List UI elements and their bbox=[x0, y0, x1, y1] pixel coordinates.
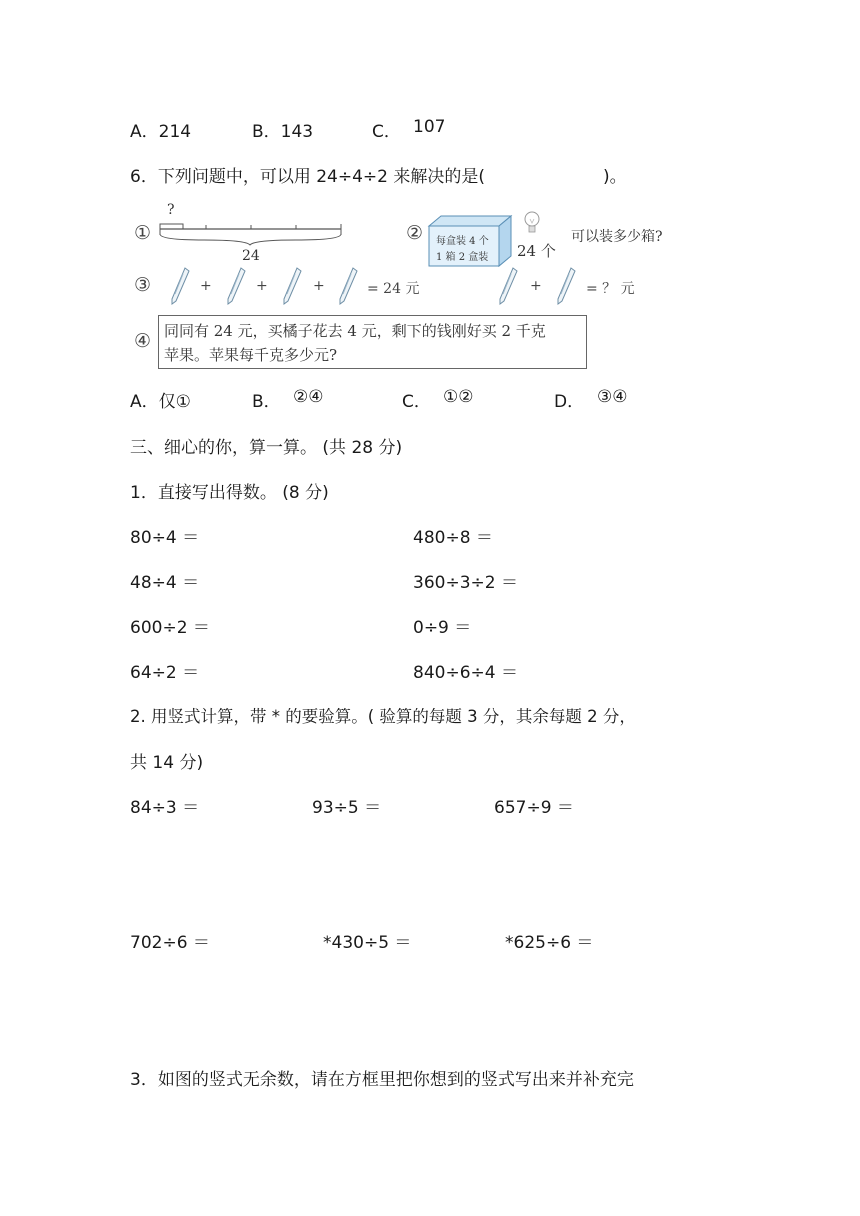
q1-item: 600÷2 ＝ bbox=[130, 618, 210, 638]
q6-option-d: D． bbox=[554, 392, 585, 412]
q1-title: 1．直接写出得数。 (8 分) bbox=[130, 483, 329, 503]
q5-option-b: B．143 bbox=[252, 122, 314, 142]
q6-option-c-value: ①② bbox=[443, 387, 474, 407]
q6-stem-end: )。 bbox=[603, 167, 627, 187]
q1-item: 80÷4 ＝ bbox=[130, 528, 200, 548]
plus-sign: + bbox=[200, 278, 212, 294]
fig2-question: 可以装多少箱? bbox=[571, 229, 663, 245]
plus-sign: + bbox=[313, 278, 325, 294]
fig1-segment-diagram bbox=[158, 216, 344, 246]
q2-title-line1: 2. 用竖式计算，带 * 的要验算。( 验算的每题 3 分，其余每题 2 分， bbox=[130, 707, 636, 726]
fig2-count: 24 个 bbox=[517, 242, 556, 260]
fig1-number: ① bbox=[134, 222, 152, 244]
fig3-equals-left: = 24 元 bbox=[367, 281, 420, 297]
q2-problem: 93÷5 ＝ bbox=[312, 798, 382, 818]
pen-icon bbox=[224, 266, 246, 306]
plus-sign: + bbox=[256, 278, 268, 294]
fig4-number: ④ bbox=[134, 330, 152, 352]
q2-problem: 657÷9 ＝ bbox=[494, 798, 574, 818]
q5-option-a: A．214 bbox=[130, 122, 192, 142]
q1-item: 48÷4 ＝ bbox=[130, 573, 200, 593]
pen-icon bbox=[496, 266, 518, 306]
q5-option-c-value: 107 bbox=[413, 117, 446, 137]
q2-problem: *625÷6 ＝ bbox=[505, 933, 594, 953]
q6-option-a: A．仅① bbox=[130, 392, 191, 412]
q6-option-b-value: ②④ bbox=[293, 387, 324, 407]
fig3-number: ③ bbox=[134, 274, 152, 296]
pen-icon bbox=[168, 266, 190, 306]
pen-icon bbox=[554, 266, 576, 306]
section3-title: 三、细心的你，算一算。 (共 28 分) bbox=[130, 438, 403, 458]
fig2-box-line1: 每盒装 4 个 bbox=[436, 236, 489, 247]
fig2-box-line2: 1 箱 2 盒装 bbox=[436, 252, 489, 263]
fig3-equals-right: = ？ 元 bbox=[586, 281, 635, 297]
fig2-number: ② bbox=[406, 222, 424, 244]
q6-option-c: C． bbox=[402, 392, 431, 412]
fig1-question-mark: ? bbox=[167, 202, 175, 218]
lightbulb-icon bbox=[522, 210, 542, 236]
q2-problem: 84÷3 ＝ bbox=[130, 798, 200, 818]
plus-sign: + bbox=[530, 278, 542, 294]
q3-title: 3．如图的竖式无余数，请在方框里把你想到的竖式写出来并补充完 bbox=[130, 1070, 634, 1090]
pen-icon bbox=[280, 266, 302, 306]
fig1-total-label: 24 bbox=[242, 248, 260, 264]
q1-item: 840÷6÷4 ＝ bbox=[413, 663, 518, 683]
pen-icon bbox=[336, 266, 358, 306]
q6-option-d-value: ③④ bbox=[597, 387, 628, 407]
q1-item: 64÷2 ＝ bbox=[130, 663, 200, 683]
q6-option-b: B． bbox=[252, 392, 281, 412]
q5-option-c: C． bbox=[372, 122, 401, 142]
q1-item: 360÷3÷2 ＝ bbox=[413, 573, 518, 593]
fig4-line1: 同同有 24 元，买橘子花去 4 元，剩下的钱刚好买 2 千克 bbox=[164, 322, 546, 340]
q1-item: 480÷8 ＝ bbox=[413, 528, 493, 548]
q2-title-line2: 共 14 分) bbox=[130, 753, 204, 773]
q2-problem: *430÷5 ＝ bbox=[323, 933, 412, 953]
q2-problem: 702÷6 ＝ bbox=[130, 933, 210, 953]
q6-stem: 6．下列问题中，可以用 24÷4÷2 来解决的是( bbox=[130, 167, 486, 187]
q1-item: 0÷9 ＝ bbox=[413, 618, 472, 638]
fig4-line2: 苹果。苹果每千克多少元? bbox=[164, 346, 338, 364]
